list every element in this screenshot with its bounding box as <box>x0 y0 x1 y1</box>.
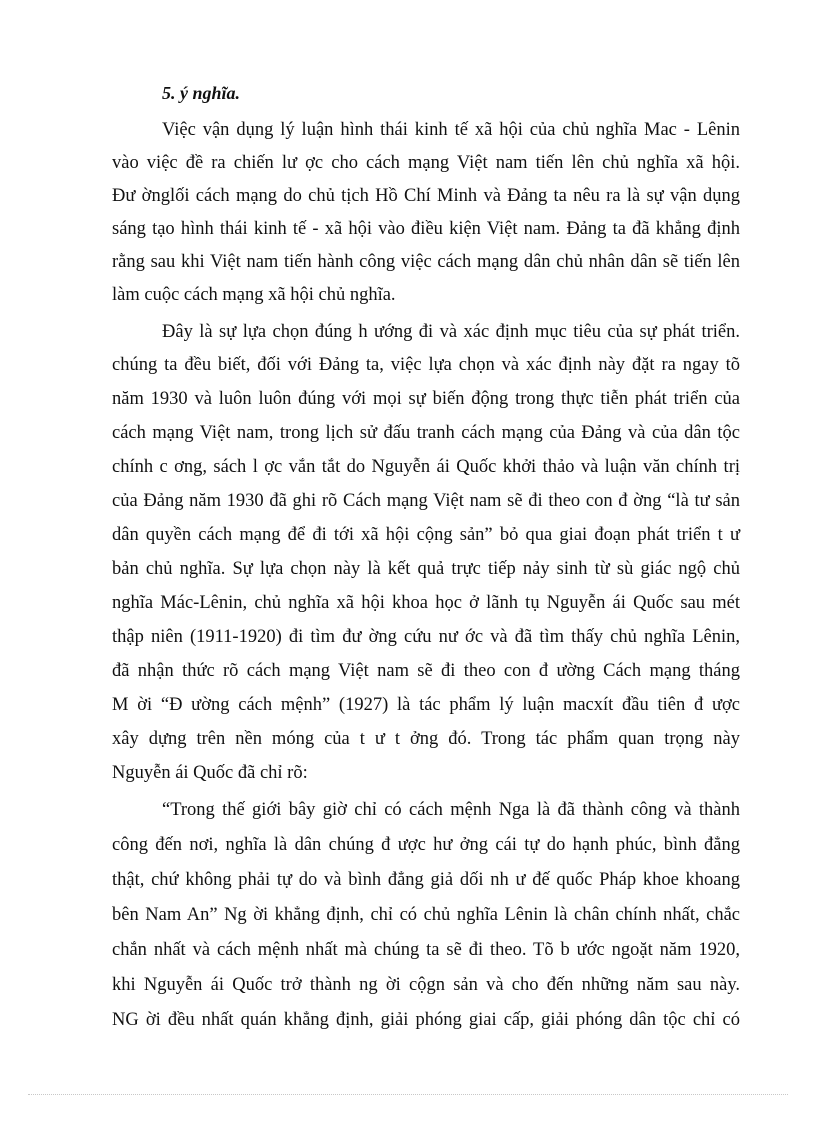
paragraph-2-line-13: xây dựng trên nền móng của t ư t ởng đó. Trong tác phẩm quan trọng này <box>112 729 740 749</box>
paragraph-2-line-3: năm 1930 và luôn luôn đúng với mọi sự biến động trong thực tiễn phát triển của <box>112 389 740 409</box>
paragraph-3-line-6: khi Nguyễn ái Quốc trở thành ng ời cộgn sản và cho đến những năm sau này. <box>112 975 740 995</box>
paragraph-2-line-6: của Đảng năm 1930 đã ghi rõ Cách mạng Việt nam sẽ đi theo con đ ờng “là tư sản <box>112 491 740 511</box>
page-bottom-divider <box>28 1094 788 1095</box>
paragraph-2-line-11: đã nhận thức rõ cách mạng Việt nam sẽ đi theo con đ ường Cách mạng tháng <box>112 661 740 681</box>
paragraph-3-line-2: công đến nơi, nghĩa là dân chúng đ ược hư ởng cái tự do hạnh phúc, bình đẳng <box>112 835 740 855</box>
paragraph-2-line-14: Nguyễn ái Quốc đã chỉ rõ: <box>112 763 308 783</box>
paragraph-1-line-3: Đư ờnglối cách mạng do chủ tịch Hồ Chí Minh và Đảng ta nêu ra là sự vận dụng <box>112 186 740 206</box>
paragraph-2-line-2: chúng ta đều biết, đối với Đảng ta, việc lựa chọn và xác định này đặt ra ngay tõ <box>112 355 740 375</box>
paragraph-3-line-1: “Trong thế giới bây giờ chỉ có cách mệnh Nga là đã thành công và thành <box>162 800 740 820</box>
paragraph-1-line-4: sáng tạo hình thái kinh tế - xã hội vào điều kiện Việt nam. Đảng ta đã khẳng định <box>112 219 740 239</box>
paragraph-1-line-5: rằng sau khi Việt nam tiến hành công việc cách mạng dân chủ nhân dân sẽ tiến lên <box>112 252 740 272</box>
paragraph-2-line-10: thập niên (1911-1920) đi tìm đư ờng cứu nư ớc và đã tìm thấy chủ nghĩa Lênin, <box>112 627 740 647</box>
paragraph-2-line-9: nghĩa Mác-Lênin, chủ nghĩa xã hội khoa học ở lãnh tụ Nguyễn ái Quốc sau mét <box>112 593 740 613</box>
paragraph-2-line-1: Đây là sự lựa chọn đúng h ướng đi và xác định mục tiêu của sự phát triển. <box>162 322 740 342</box>
paragraph-1-line-2: vào việc đề ra chiến lư ợc cho cách mạng Việt nam tiến lên chủ nghĩa xã hội. <box>112 153 740 173</box>
paragraph-1-line-6: làm cuộc cách mạng xã hội chủ nghĩa. <box>112 285 396 305</box>
section-heading: 5. ý nghĩa. <box>162 83 241 103</box>
paragraph-2-line-4: cách mạng Việt nam, trong lịch sử đấu tranh cách mạng của Đảng và của dân tộc <box>112 423 740 443</box>
paragraph-3-line-4: bên Nam An” Ng ời khẳng định, chỉ có chủ nghĩa Lênin là chân chính nhất, chắc <box>112 905 740 925</box>
paragraph-3-line-5: chắn nhất và cách mệnh nhất mà chúng ta sẽ đi theo. Tõ b ước ngoặt năm 1920, <box>112 940 740 960</box>
paragraph-2-line-8: bản chủ nghĩa. Sự lựa chọn này là kết quả trực tiếp nảy sinh từ sù giác ngộ chủ <box>112 559 740 579</box>
paragraph-1-line-1: Việc vận dụng lý luận hình thái kinh tế xã hội của chủ nghĩa Mac - Lênin <box>162 120 740 140</box>
paragraph-2-line-5: chính c ơng, sách l ợc vắn tắt do Nguyễn ái Quốc khởi thảo và luận văn chính trị <box>112 457 740 477</box>
paragraph-2-line-12: M ời “Đ ường cách mệnh” (1927) là tác phẩm lý luận macxít đầu tiên đ ược <box>112 695 740 715</box>
paragraph-2-line-7: dân quyền cách mạng để đi tới xã hội cộng sản” bỏ qua giai đoạn phát triển t ư <box>112 525 740 545</box>
paragraph-3-line-7: NG ời đều nhất quán khẳng định, giải phóng giai cấp, giải phóng dân tộc chỉ có <box>112 1010 740 1030</box>
paragraph-3-line-3: thật, chứ không phải tự do và bình đẳng giả dối nh ư đế quốc Pháp khoe khoang <box>112 870 740 890</box>
